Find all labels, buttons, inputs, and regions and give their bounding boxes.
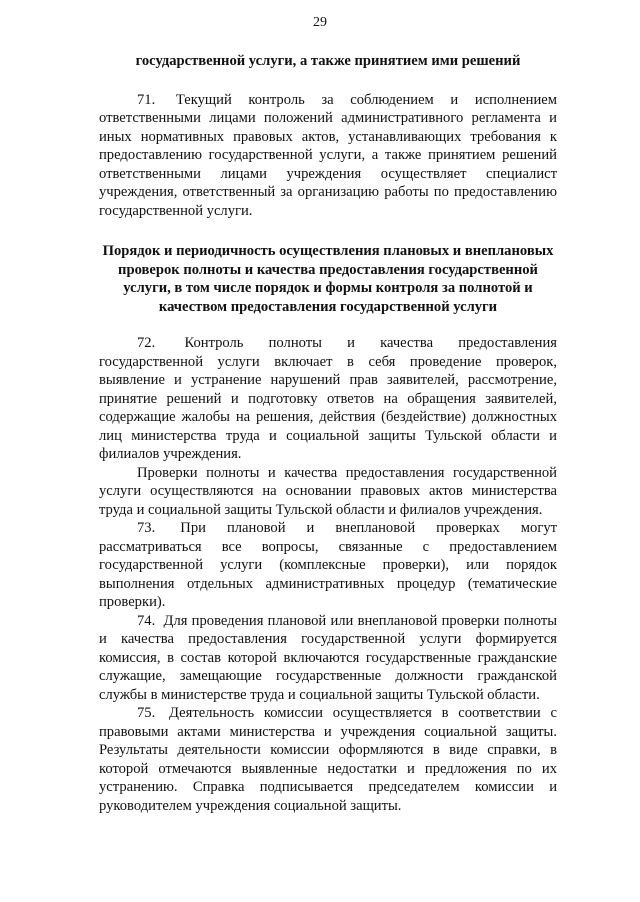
paragraph-text: Проверки полноты и качества предоставления государственной услуги осуществляются на основании правовых актов министерства труда и социальной защиты Тульской области и филиалов учреждения. — [99, 464, 557, 518]
paragraph-text: Деятельность комиссии осуществляется в соответствии с правовыми актами министерства и учреждения социальной защиты. Результаты деятельности комиссии оформляются в виде справки, в которой отмечаются выявленные недостатки и предложения по их устранению. Справка подписывается председателем комиссии и руководителем учреждения социальной защиты. — [99, 705, 557, 814]
paragraph-text: Для проведения плановой или внеплановой проверки полноты и качества предоставления государственной услуги формируется комиссия, в состав которой включаются государственные гражданские служащие, замещающие государственные должности гражданской службы в министерстве труда и социальной защиты Тульской области. — [99, 612, 557, 703]
paragraph-73 — [99, 519, 557, 612]
paragraph-number: 73. — [137, 520, 156, 537]
paragraph-74 — [99, 612, 557, 705]
paragraph-72 — [99, 334, 557, 464]
paragraph-text: Текущий контроль за соблюдением и исполнением ответственными лицами положений административного регламента и иных нормативных правовых актов, устанавливающих требования к предоставлению государственной услуги, а также принятием решений ответственными лицами учреждения осуществляет специалист учреждения, ответственный за организацию работы по предоставлению государственной услуги. — [99, 91, 557, 219]
paragraph-number: 71. — [137, 91, 156, 108]
document-body — [99, 52, 557, 815]
paragraph-71 — [99, 91, 557, 221]
paragraph-number: 74. — [137, 612, 156, 629]
paragraph-72-continued — [99, 464, 557, 520]
paragraph-text: При плановой и внеплановой проверках могут рассматриваться все вопросы, связанные с предоставлением государственной услуги (комплексные проверки), или порядок выполнения отдельных административных процедур (тематические проверки). — [99, 520, 557, 611]
section-heading: Порядок и периодичность осуществления плановых и внеплановых проверок полноты и качества предоставления государственной услуги, в том числе порядок и формы контроля за полнотой и качеством предоставления государственной услуги — [102, 243, 554, 315]
paragraph-75 — [99, 704, 557, 815]
paragraph-number: 75. — [137, 705, 156, 722]
paragraph-number: 72. — [137, 335, 156, 352]
paragraph-text: Контроль полноты и качества предоставления государственной услуги включает в себя проведение проверок, выявление и устранение нарушений прав заявителей, рассмотрение, принятие решений и подготовку ответов на обращения заявителей, содержащие жалобы на решения, действия (бездействие) должностных лиц министерства труда и социальной защиты Тульской области и филиалов учреждения. — [99, 335, 557, 463]
continued-heading: государственной услуги, а также принятием ими решений — [135, 53, 521, 69]
page-number: 29 — [313, 15, 327, 30]
